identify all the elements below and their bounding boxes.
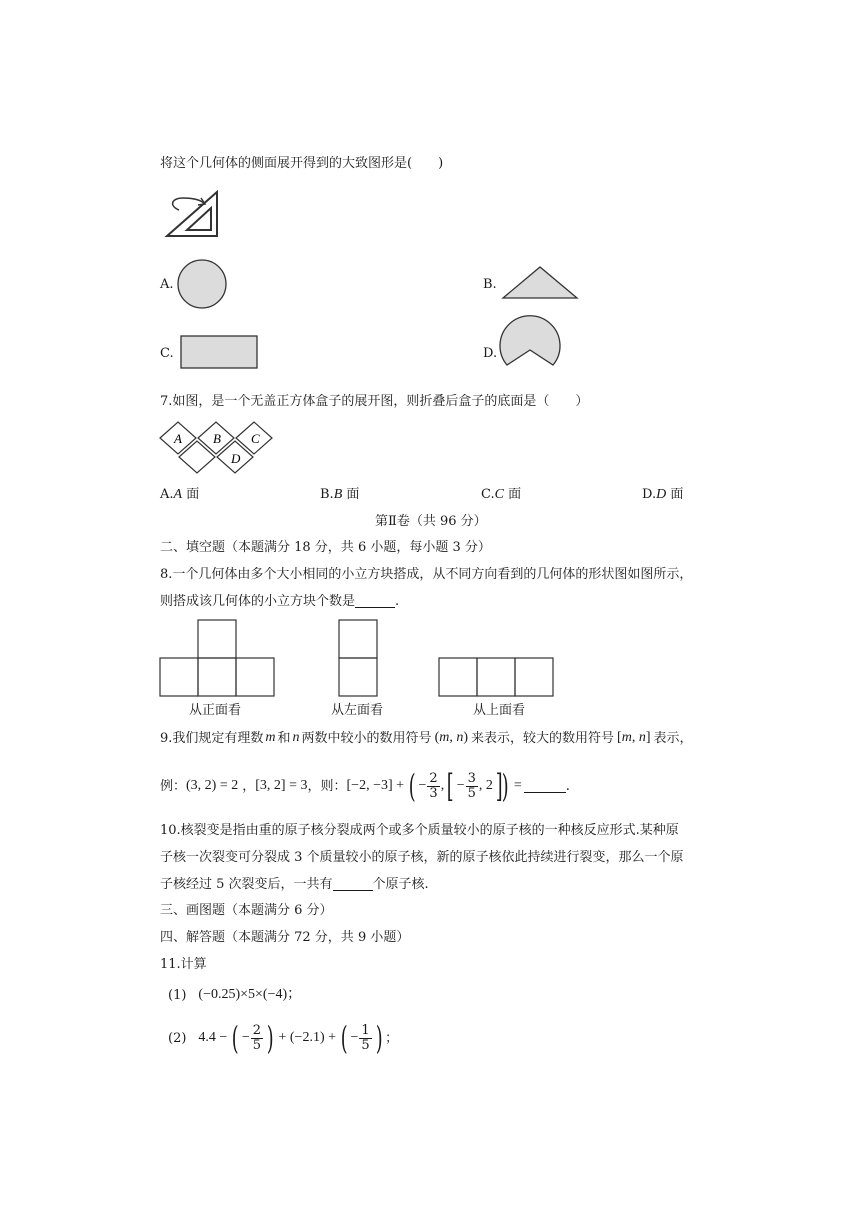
net-label-d: D (231, 451, 241, 466)
q7-stem: 7.如图，是一个无盖正方体盒子的展开图，则折叠后盒子的底面是（ ） (160, 394, 589, 409)
option-c-rectangle (180, 335, 260, 371)
option-a-circle (175, 257, 229, 311)
net-label-b: B (213, 431, 221, 446)
q10-line1: 10.核裂变是指由重的原子核分裂成两个或多个质量较小的原子核的一种核反应形式.某种原 (160, 823, 679, 838)
option-b-label: B. (483, 277, 497, 292)
q8-answer-blank (355, 595, 395, 608)
q10-answer-blank (333, 878, 373, 891)
option-d-label: D. (483, 346, 498, 361)
left-view-figure (338, 619, 380, 699)
section4-title: 四、解答题（本题满分 72 分，共 9 小题） (160, 930, 410, 945)
top-view-figure (438, 657, 556, 699)
section3-title: 三、画图题（本题满分 6 分） (160, 903, 333, 918)
q7-option-c: C.C 面 (481, 487, 522, 502)
option-c-label: C. (160, 346, 174, 361)
option-a-label: A. (160, 277, 174, 292)
top-view-label: 从上面看 (473, 703, 526, 718)
front-view-label: 从正面看 (189, 703, 242, 718)
net-label-a: A (174, 431, 182, 446)
q11-fraction-2: $\frac{1}{5}$ (361, 1022, 370, 1053)
option-d-sector (497, 322, 563, 376)
q7-option-a: A.A 面 (160, 487, 200, 502)
q7-option-b: B.B 面 (320, 487, 360, 502)
q6-stem: 将这个几何体的侧面展开得到的大致图形是( ) (160, 156, 444, 171)
q9-answer-blank (524, 780, 566, 793)
part2-title: 第Ⅱ卷（共 96 分） (375, 514, 487, 529)
q9-line1: 9.我们规定有理数 m 和 n 两数中较小的数用符号 (m, n) 来表示，较大的数用符号 [m, n] 表示， (160, 730, 693, 746)
q11-sub2: (2) 4.4 − ( − $\frac{2}{5}$ ) + (−2.1) + ( − $\frac{1}{5}$ ) ； (168, 1019, 399, 1057)
q11-title: 11.计算 (160, 957, 207, 972)
front-view-figure (159, 619, 277, 699)
q9-fraction-a: $\frac{2}{3}$ (429, 770, 438, 801)
left-view-label: 从左面看 (331, 703, 384, 718)
triangle-ruler-figure (165, 190, 225, 238)
q10-line2: 子核一次裂变可分裂成 3 个质量较小的原子核，新的原子核依此持续进行裂变，那么一个原 (160, 850, 684, 865)
q8-line2: 则搭成该几何体的小立方块个数是 . (160, 594, 400, 609)
q10-line3: 子核经过 5 次裂变后，一共有 个原子核. (160, 877, 429, 892)
q11-fraction-1: $\frac{2}{5}$ (252, 1022, 261, 1053)
section2-title: 二、填空题（本题满分 18 分，共 6 小题，每小题 3 分） (160, 540, 491, 555)
net-label-c: C (251, 431, 260, 446)
q8-line1: 8.一个几何体由多个大小相同的小立方块搭成，从不同方向看到的几何体的形状图如图所示， (160, 567, 693, 582)
q9-example-line: 例： (3, 2) = 2 ， [3, 2] = 3 ，则： [−2, −3] + ( − $\frac{2}{3}$ , [ − $\frac{3}{5}$ , 2 ] ) = . (160, 767, 570, 805)
option-b-triangle (500, 264, 580, 300)
q11-sub1: (1) (−0.25)×5×(−4)； (168, 987, 302, 1003)
q7-option-d: D.D 面 (642, 487, 684, 502)
q9-fraction-b: $\frac{3}{5}$ (467, 770, 476, 801)
cube-net-figure (158, 420, 280, 478)
